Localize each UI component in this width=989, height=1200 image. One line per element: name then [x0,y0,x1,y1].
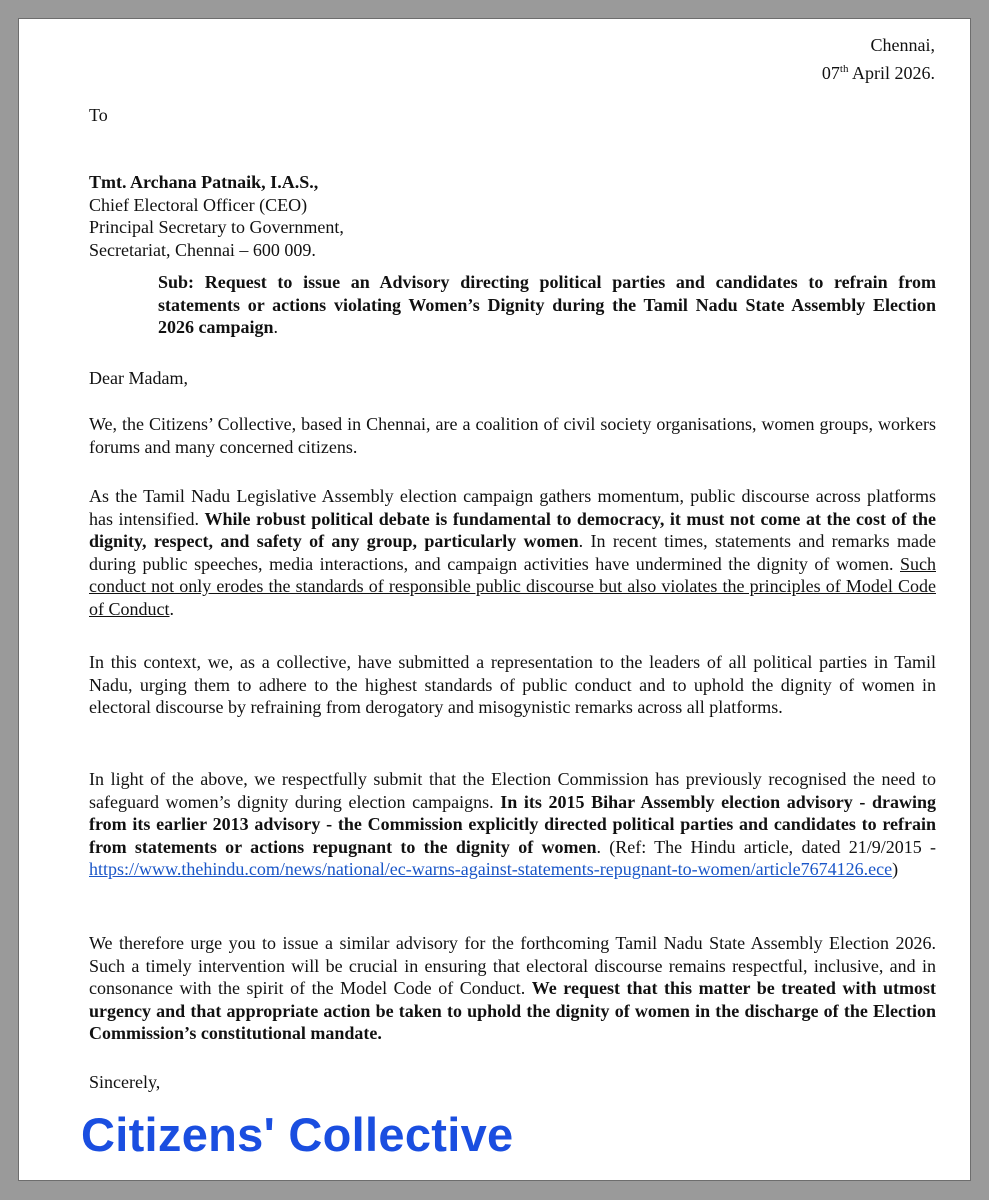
place: Chennai, [870,35,935,55]
to-label: To [89,105,108,125]
paragraph-2-underline: Such conduct not only erodes the standards of responsible public discourse but also violates the principles of Model Code of Conduct [89,553,936,619]
addressee-name: Tmt. Archana Patnaik, I.A.S., [89,172,319,192]
letter-page [18,18,971,1181]
date-day-suffix: th [839,63,849,75]
paragraph-4-a: In light of the above, we respectfully submit that the Election Commission has previously recognised the need to safeguard women’s dignity during election campaigns. [89,769,936,812]
paragraph-2-c: . In recent times, statements and remarks made during public speeches, media interactions, and campaign activities have undermined the dignity of women. [89,531,936,574]
paragraph-5-bold: We request that this matter be treated with utmost urgency and that appropriate action be taken to uphold the dignity of women in the discharge of the Election Commission’s constitutional mandate. [89,978,937,1044]
subject-line [158,271,936,339]
paragraph-4 [89,768,936,881]
addressee-block [89,171,936,261]
paragraph-2-a: As the Tamil Nadu Legislative Assembly election campaign gathers momentum, public discourse across platforms has intensified. [89,486,936,529]
date-block [822,33,935,85]
subject-end: . [273,317,279,338]
date-line [822,57,935,85]
date-day: 07 [821,63,840,83]
addressee-line1: Chief Electoral Officer (CEO) [89,194,308,215]
subject-text: Sub: Request to issue an Advisory directing political parties and candidates to refrain from statements or actions violating Women’s Dignity during the Tamil Nadu State Assembly Election 2026 campaign [158,272,936,338]
paragraph-2-bold: While robust political debate is fundamental to democracy, it must not come at the cost of the dignity, respect, and safety of any group, particularly women [89,508,936,552]
hindu-article-link[interactable]: https://www.thehindu.com/news/national/ec-warns-against-statements-repugnant-to-women/article7674126.ece [89,859,893,880]
paragraph-2 [89,485,936,621]
date-month-year: April 2026. [848,63,935,83]
paragraph-5 [89,932,936,1045]
paragraph-3: In this context, we, as a collective, have submitted a representation to the leaders of all political parties in Tamil Nadu, urging them to adhere to the highest standards of public conduct and to uphold the dignity of women in electoral discourse by refraining from derogatory and misogynistic remarks across all platforms. [89,652,936,718]
paragraph-1: We, the Citizens’ Collective, based in Chennai, are a coalition of civil society organisations, women groups, workers forums and many concerned citizens. [89,414,936,457]
paragraph-4-bold: In its 2015 Bihar Assembly election advisory - drawing from its earlier 2013 advisory - the Commission explicitly directed political parties and candidates to refrain from statements or actions repugnant to the dignity of women [89,791,936,857]
paragraph-2-e: . [169,598,174,619]
closing: Sincerely, [89,1072,161,1092]
addressee-line2: Principal Secretary to Government, [89,217,344,238]
paragraph-5-a: We therefore urge you to issue a similar advisory for the forthcoming Tamil Nadu State Assembly Election 2026. Such a timely intervention will be crucial in ensuring that electoral discourse remains respectful, inclusive, and in consonance with the spirit of the Model Code of Conduct. [89,933,936,999]
signature: Citizens' Collective [81,1108,514,1161]
salutation: Dear Madam, [89,368,188,388]
addressee-line3: Secretariat, Chennai – 600 009. [89,239,316,260]
paragraph-4-c: . (Ref: The Hindu article, dated 21/9/2015 - [596,836,936,857]
paragraph-4-d: ) [892,859,899,880]
